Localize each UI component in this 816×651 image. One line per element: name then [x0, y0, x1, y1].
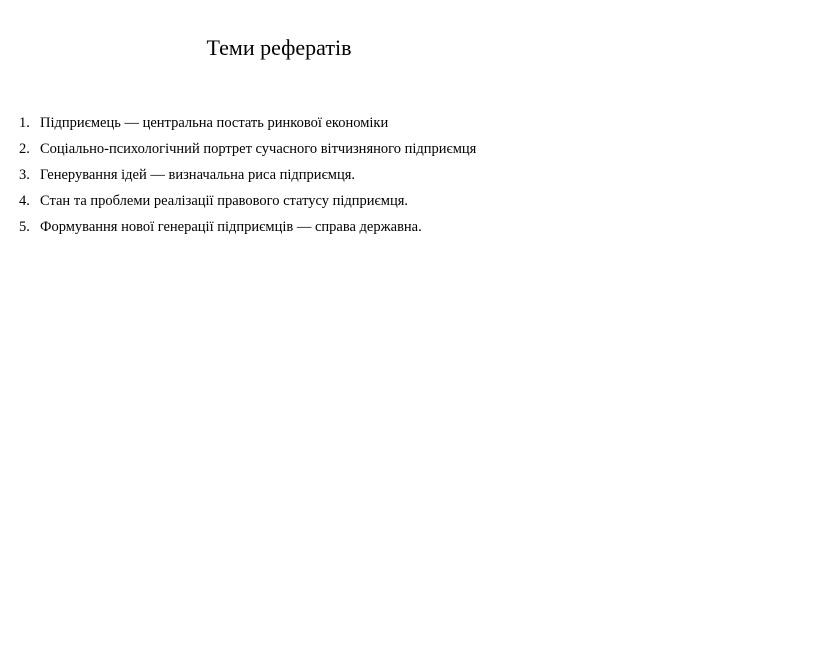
list-item-number: 2. [19, 141, 30, 157]
list-item-number: 1. [19, 115, 30, 131]
list-item-text: Генерування ідей — визначальна риса підприємця. [40, 167, 356, 183]
list-item [19, 136, 476, 162]
list-item-number: 4. [19, 193, 30, 209]
list-item-text: Соціально-психологічний портрет сучасного вітчизняного підприємця [40, 141, 477, 157]
list-item [19, 162, 476, 188]
list-item-text: Формування нової генерації підприємців — справа державна. [40, 219, 422, 235]
list-item-text: Стан та проблеми реалізації правового статусу підприємця. [40, 193, 409, 209]
list-item-number: 5. [19, 219, 30, 235]
list-item [19, 188, 476, 214]
page-title: Теми рефератів [206, 35, 352, 60]
list-item [19, 214, 476, 240]
list-item-number: 3. [19, 167, 30, 183]
list-item [19, 110, 476, 136]
list-item-text: Підприємець — центральна постать ринкової економіки [40, 115, 389, 131]
topic-list [19, 110, 476, 240]
